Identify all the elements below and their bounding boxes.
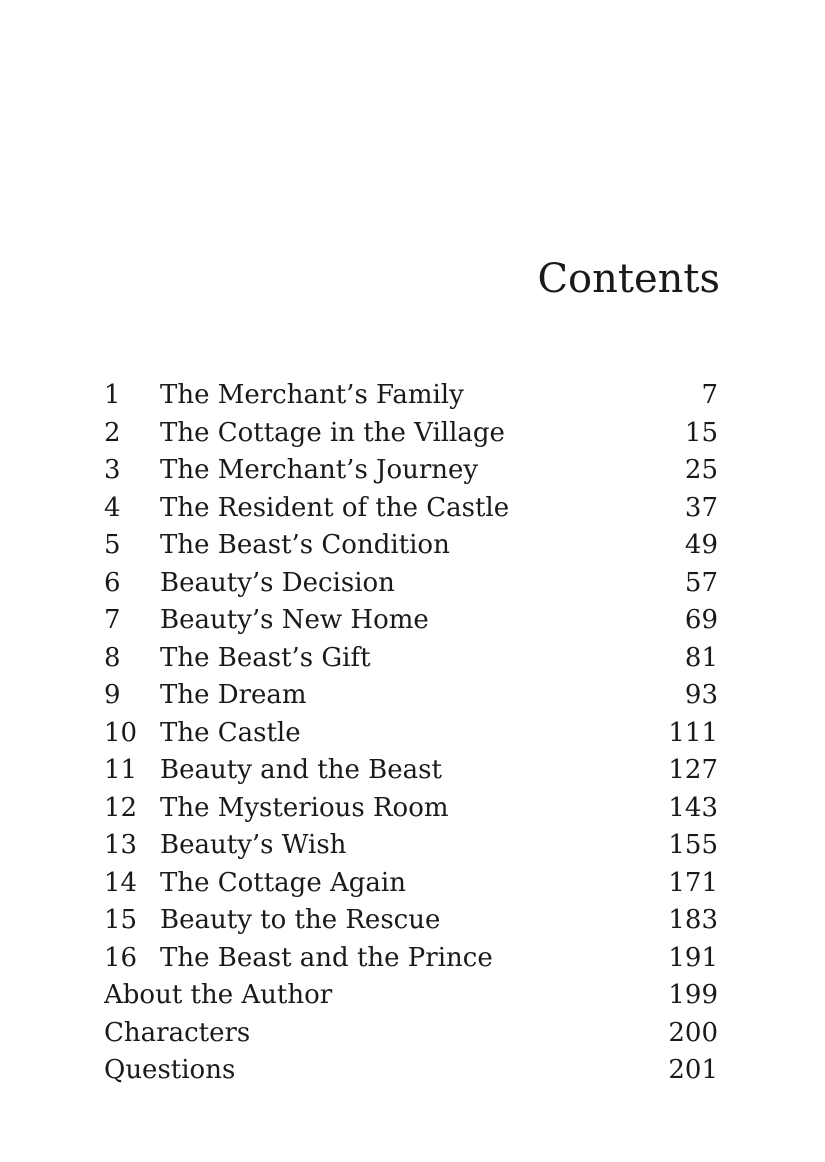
page-number: 191 bbox=[668, 942, 718, 973]
chapter-number: 5 bbox=[104, 530, 121, 560]
page-number: 200 bbox=[668, 1017, 718, 1048]
toc-entry bbox=[104, 602, 718, 640]
page-title: Contents bbox=[537, 256, 720, 302]
chapter-number: 8 bbox=[104, 642, 121, 673]
chapter-number: 7 bbox=[104, 605, 121, 635]
page-number: 69 bbox=[684, 605, 718, 635]
toc-entry bbox=[104, 827, 718, 865]
chapter-number: 10 bbox=[104, 717, 138, 748]
chapter-number: 16 bbox=[104, 942, 138, 973]
chapter-number: 13 bbox=[104, 830, 138, 860]
chapter-title: The Cottage Again bbox=[160, 867, 406, 898]
chapter-number: 4 bbox=[104, 492, 121, 523]
page-number: 183 bbox=[668, 905, 718, 935]
chapter-number: 2 bbox=[104, 417, 121, 448]
toc-entry bbox=[104, 940, 718, 978]
chapter-title: The Beast and the Prince bbox=[160, 942, 493, 973]
page-number: 25 bbox=[684, 455, 718, 485]
chapter-title: Beauty’s Wish bbox=[160, 830, 347, 860]
back-matter-title: Characters bbox=[104, 1017, 251, 1048]
back-matter-title: Questions bbox=[104, 1055, 236, 1085]
page-number: 93 bbox=[684, 680, 718, 710]
toc-entry-back-matter bbox=[104, 1015, 718, 1053]
chapter-number: 3 bbox=[104, 455, 121, 485]
toc-entry-back-matter bbox=[104, 1052, 718, 1090]
page-number: 155 bbox=[668, 830, 718, 860]
toc-entry bbox=[104, 865, 718, 903]
page-number: 7 bbox=[701, 380, 718, 410]
page-number: 15 bbox=[684, 417, 718, 448]
chapter-number: 6 bbox=[104, 567, 121, 598]
page-number: 199 bbox=[668, 980, 718, 1010]
toc-entry bbox=[104, 452, 718, 490]
page-number: 171 bbox=[668, 867, 718, 898]
back-matter-title: About the Author bbox=[104, 980, 333, 1010]
chapter-title: The Dream bbox=[160, 680, 307, 710]
chapter-title: Beauty to the Rescue bbox=[160, 905, 441, 935]
chapter-title: Beauty’s Decision bbox=[160, 567, 395, 598]
chapter-title: The Merchant’s Journey bbox=[160, 455, 479, 485]
chapter-number: 14 bbox=[104, 867, 138, 898]
page-number: 127 bbox=[668, 755, 718, 785]
page-number: 111 bbox=[668, 717, 718, 748]
toc-entry-back-matter bbox=[104, 977, 718, 1015]
chapter-number: 1 bbox=[104, 380, 121, 410]
chapter-title: Beauty’s New Home bbox=[160, 605, 429, 635]
chapter-title: The Merchant’s Family bbox=[160, 380, 464, 410]
chapter-title: Beauty and the Beast bbox=[160, 755, 442, 785]
chapter-title: The Castle bbox=[160, 717, 301, 748]
toc-entry bbox=[104, 715, 718, 753]
toc-entry bbox=[104, 902, 718, 940]
toc-entry bbox=[104, 677, 718, 715]
chapter-title: The Beast’s Gift bbox=[160, 642, 371, 673]
toc-entry bbox=[104, 527, 718, 565]
toc-entry bbox=[104, 415, 718, 453]
chapter-number: 15 bbox=[104, 905, 138, 935]
table-of-contents bbox=[104, 377, 718, 1090]
page-number: 49 bbox=[684, 530, 718, 560]
toc-entry bbox=[104, 565, 718, 603]
toc-entry bbox=[104, 490, 718, 528]
page-number: 143 bbox=[668, 792, 718, 823]
toc-entry bbox=[104, 752, 718, 790]
page-number: 81 bbox=[684, 642, 718, 673]
chapter-title: The Beast’s Condition bbox=[160, 530, 450, 560]
page-number: 201 bbox=[668, 1055, 718, 1085]
chapter-title: The Resident of the Castle bbox=[160, 492, 510, 523]
chapter-number: 9 bbox=[104, 680, 121, 710]
chapter-title: The Cottage in the Village bbox=[160, 417, 505, 448]
page-number: 37 bbox=[684, 492, 718, 523]
chapter-number: 11 bbox=[104, 755, 138, 785]
chapter-title: The Mysterious Room bbox=[160, 792, 449, 823]
toc-entry bbox=[104, 377, 718, 415]
page-number: 57 bbox=[684, 567, 718, 598]
toc-entry bbox=[104, 790, 718, 828]
toc-entry bbox=[104, 640, 718, 678]
chapter-number: 12 bbox=[104, 792, 138, 823]
